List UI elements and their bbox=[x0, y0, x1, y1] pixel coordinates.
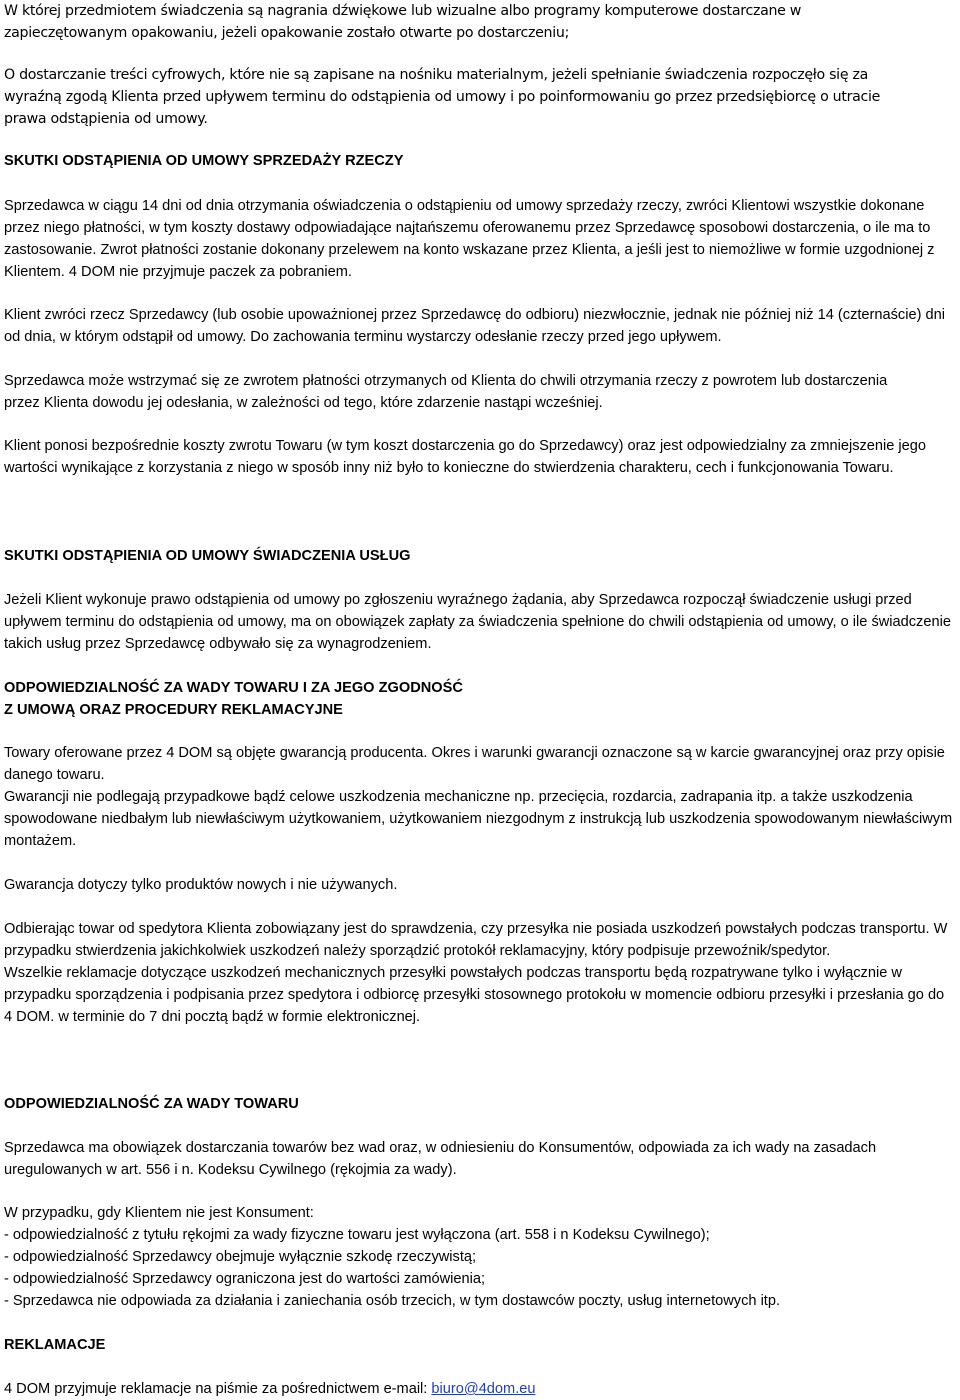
section-heading-warranty-line-1: ODPOWIEDZIALNOŚĆ ZA WADY TOWARU I ZA JEGO ZGODNOŚĆ bbox=[4, 680, 463, 696]
intro-paragraph-2: O dostarczanie treści cyfrowych, które nie są zapisane na nośniku materialnym, jeżeli spełnianie świadczenia rozpoczęło się za wyraźną zgodą Klienta przed upływem terminu do odstąpienia od umowy i po poinformowaniu go przez przedsiębiorcę o utracie prawa odstąpienia od umowy. bbox=[4, 67, 881, 127]
paragraph-warranty-exclusions: Gwarancji nie podlegają przypadkowe bądź celowe uszkodzenia mechaniczne np. przecięcia, rozdarcia, zadrapania itp. a także uszkodzenia spowodowane niedbałym lub niewłaściwym użytkowaniem, użytkowaniem niezgodnym z instrukcją lub uszkodzenia spowodowanym niewłaściwym montażem. bbox=[4, 789, 953, 849]
paragraph-return-costs: Klient ponosi bezpośrednie koszty zwrotu Towaru (w tym koszt dostarczenia go do Sprzedawcy) oraz jest odpowiedzialny za zmniejszenie jego wartości wynikające z korzystania z niego w sposób inny niż było to konieczne do stwierdzenia charakteru, cech i funkcjonowania Towaru. bbox=[4, 438, 927, 476]
paragraph-warranty-new-only: Gwarancja dotyczy tylko produktów nowych i nie używanych. bbox=[4, 877, 398, 893]
paragraph-complaints bbox=[4, 1378, 535, 1400]
list-item: - Sprzedawca nie odpowiada za działania i zaniechania osób trzecich, w tym dostawców poczty, usług internetowych itp. bbox=[4, 1293, 781, 1309]
section-heading-defects: ODPOWIEDZIALNOŚĆ ZA WADY TOWARU bbox=[4, 1096, 299, 1112]
paragraph-defects: Sprzedawca ma obowiązek dostarczania towarów bez wad oraz, w odniesieniu do Konsumentów, odpowiada za ich wady na zasadach uregulowanych w art. 556 i n. Kodeksu Cywilnego (rękojmia za wady). bbox=[4, 1140, 877, 1178]
transport-damage-block bbox=[4, 918, 956, 1028]
non-consumer-list bbox=[4, 1224, 956, 1312]
paragraph-transport-claims: Wszelkie reklamacje dotyczące uszkodzeń mechanicznych przesyłki powstałych podczas transportu będą rozpatrywane tylko i wyłącznie w przypadku sporządzenia i podpisania przez spedytora i odbiorcę przesyłki stosownego protokołu w momencie odbioru przesyłki i przesłania go do 4 DOM. w terminie do 7 dni pocztą bądź w formie elektronicznej. bbox=[4, 965, 945, 1025]
warranty-block bbox=[4, 742, 954, 852]
list-item: - odpowiedzialność Sprzedawcy obejmuje wyłącznie szkodę rzeczywistą; bbox=[4, 1249, 477, 1265]
section-heading-goods-withdrawal: SKUTKI ODSTĄPIENIA OD UMOWY SPRZEDAŻY RZECZY bbox=[4, 153, 404, 169]
paragraph-services: Jeżeli Klient wykonuje prawo odstąpienia od umowy po zgłoszeniu wyraźnego żądania, aby Sprzedawca rozpoczął świadczenie usługi przed upływem terminu do odstąpienia od umowy, ma on obowiązek zapłaty za świadczenia spełnione do chwili odstąpienia od umowy, o ile świadczenie takich usług przez Sprzedawcę odbywało się za wynagrodzeniem. bbox=[4, 592, 951, 652]
paragraph-withhold-refund: Sprzedawca może wstrzymać się ze zwrotem płatności otrzymanych od Klienta do chwili otrzymania rzeczy z powrotem lub dostarczenia przez Klienta dowodu jej odesłania, w zależności od tego, które zdarzenie nastąpi wcześniej. bbox=[4, 373, 888, 411]
section-heading-warranty bbox=[4, 677, 463, 721]
paragraph-non-consumer: W przypadku, gdy Klientem nie jest Konsument: bbox=[4, 1205, 314, 1221]
paragraph-return-item: Klient zwróci rzecz Sprzedawcy (lub osobie upoważnionej przez Sprzedawcę do odbioru) niezwłocznie, jednak nie później niż 14 (czternaście) dni od dnia, w którym odstąpił od umowy. Do zachowania terminu wystarczy odesłanie rzeczy przed jego upływem. bbox=[4, 307, 945, 345]
intro-paragraph-1: W której przedmiotem świadczenia są nagrania dźwiękowe lub wizualne albo programy komputerowe dostarczane w zapieczętowanym opakowaniu, jeżeli opakowanie zostało otwarte po dostarczeniu; bbox=[4, 3, 802, 41]
paragraph-warranty-producer: Towary oferowane przez 4 DOM są objęte gwarancją producenta. Okres i warunki gwarancji oznaczone są w karcie gwarancyjnej oraz przy opisie danego towaru. bbox=[4, 745, 945, 783]
email-link[interactable]: biuro@4dom.eu bbox=[431, 1381, 536, 1397]
list-item: - odpowiedzialność Sprzedawcy ograniczona jest do wartości zamówienia; bbox=[4, 1271, 486, 1287]
complaints-text: 4 DOM przyjmuje reklamacje na piśmie za pośrednictwem e-mail: bbox=[4, 1381, 432, 1397]
section-heading-complaints: REKLAMACJE bbox=[4, 1337, 106, 1353]
section-heading-services-withdrawal: SKUTKI ODSTĄPIENIA OD UMOWY ŚWIADCZENIA USŁUG bbox=[4, 548, 411, 564]
section-heading-warranty-line-2: Z UMOWĄ ORAZ PROCEDURY REKLAMACYJNE bbox=[4, 702, 343, 718]
paragraph-refund: Sprzedawca w ciągu 14 dni od dnia otrzymania oświadczenia o odstąpieniu od umowy sprzedaży rzeczy, zwróci Klientowi wszystkie dokonane przez niego płatności, w tym koszty dostawy odpowiadające najtańszemu oferowanemu przez Sprzedawcę sposobowi dostarczenia, o ile ma to zastosowanie. Zwrot płatności zostanie dokonany przelewem na konto wskazane przez Klienta, a jeśli jest to niemożliwe w formie uzgodnionej z Klientem. 4 DOM nie przyjmuje paczek za pobraniem. bbox=[4, 198, 935, 280]
list-item: - odpowiedzialność z tytułu rękojmi za wady fizyczne towaru jest wyłączona (art. 558 i n Kodeksu Cywilnego); bbox=[4, 1227, 710, 1243]
paragraph-transport-check: Odbierając towar od spedytora Klienta zobowiązany jest do sprawdzenia, czy przesyłka nie posiada uszkodzeń powstałych podczas transportu. W przypadku stwierdzenia jakichkolwiek uszkodzeń należy sporządzić protokół reklamacyjny, który podpisuje przewoźnik/spedytor. bbox=[4, 921, 948, 959]
